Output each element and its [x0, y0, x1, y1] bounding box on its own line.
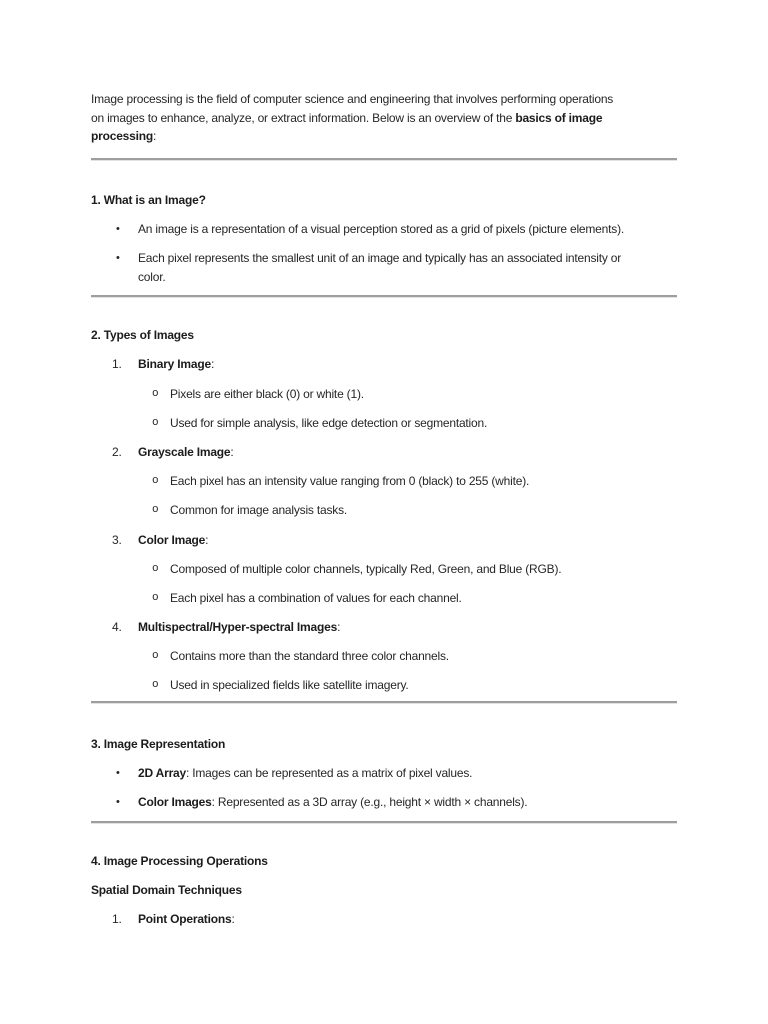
- intro-line-2: on images to enhance, analyze, or extract information. Below is an overview of the: [91, 110, 516, 125]
- sub-bullet-text: Each pixel has an intensity value ranging from 0 (black) to 255 (white).: [170, 474, 530, 488]
- item-colon: :: [230, 445, 234, 459]
- list-number: 2.: [112, 445, 122, 459]
- bullet-icon: •: [116, 767, 120, 779]
- bullet-text: [138, 251, 621, 284]
- item-term: Binary Image: [138, 357, 211, 371]
- bullet-text: [138, 766, 472, 780]
- sub-bullet-item: [91, 560, 677, 579]
- intro-bold-phrase-cont: processing: [91, 129, 154, 143]
- numbered-item-text: [138, 912, 235, 926]
- numbered-item: [91, 618, 677, 637]
- numbered-item-text: [138, 357, 214, 371]
- bullet-text: [138, 795, 527, 809]
- item-rest: : Images can be represented as a matrix of pixel values.: [185, 766, 473, 780]
- section-divider: [91, 295, 677, 298]
- bullet-icon: •: [116, 796, 120, 808]
- numbered-item-text: [138, 620, 340, 634]
- bullet-item: [91, 249, 677, 286]
- sub-bullet-item: [91, 385, 677, 404]
- bullet-text-line-2: color.: [138, 269, 166, 284]
- sub-bullet-item: [91, 589, 677, 608]
- section-divider: [91, 701, 677, 704]
- section2-heading: 2. Types of Images: [91, 328, 194, 342]
- numbered-item: [91, 910, 677, 929]
- sub-bullet-text: Pixels are either black (0) or white (1).: [170, 386, 364, 401]
- document-content: [91, 90, 677, 928]
- intro-line-3-tail: :: [153, 129, 157, 143]
- sub-bullet-text: Common for image analysis tasks.: [170, 503, 347, 517]
- bullet-icon: •: [116, 252, 120, 264]
- sub-bullet-item: [91, 501, 677, 520]
- item-colon: :: [205, 532, 209, 547]
- item-term: Point Operations: [138, 911, 232, 926]
- intro-bold-phrase: basics of image: [515, 110, 603, 125]
- item-colon: :: [337, 620, 341, 634]
- bullet-icon: •: [116, 223, 120, 235]
- section3-heading: 3. Image Representation: [91, 736, 226, 751]
- section4-heading: 4. Image Processing Operations: [91, 853, 268, 868]
- section-divider: [91, 158, 677, 161]
- section4-subheading: Spatial Domain Techniques: [91, 882, 242, 897]
- list-number: 3.: [112, 532, 122, 547]
- circle-bullet-icon: o: [152, 562, 159, 575]
- numbered-item: [91, 443, 677, 462]
- sub-bullet-text: Each pixel has a combination of values for each channel.: [170, 590, 462, 605]
- bullet-text-line-1: Each pixel represents the smallest unit of an image and typically has an associated intensity or: [138, 251, 622, 265]
- sub-bullet-item: [91, 676, 677, 695]
- list-number: 1.: [112, 911, 122, 926]
- list-number: 4.: [112, 620, 122, 634]
- sub-bullet-item: [91, 472, 677, 491]
- bullet-item: [91, 793, 677, 812]
- circle-bullet-icon: o: [152, 504, 159, 516]
- sub-bullet-text: Used in specialized fields like satellite imagery.: [170, 678, 409, 692]
- numbered-item-text: [138, 445, 234, 459]
- numbered-item-text: [138, 533, 208, 547]
- circle-bullet-icon: o: [152, 591, 159, 604]
- sub-bullet-text: Used for simple analysis, like edge detection or segmentation.: [170, 415, 488, 430]
- sub-bullet-text: Composed of multiple color channels, typically Red, Green, and Blue (RGB).: [170, 561, 562, 576]
- item-colon: :: [210, 357, 215, 371]
- circle-bullet-icon: o: [152, 679, 159, 691]
- item-term: Color Images: [138, 795, 212, 809]
- section-divider: [91, 821, 677, 824]
- sub-bullet-item: [91, 647, 677, 666]
- list-number: 1.: [112, 357, 122, 371]
- item-term: Grayscale Image: [138, 445, 231, 459]
- item-rest: : Represented as a 3D array (e.g., height × width × channels).: [211, 795, 528, 809]
- bullet-text: An image is a representation of a visual perception stored as a grid of pixels (picture elements).: [138, 222, 624, 236]
- item-term: 2D Array: [138, 766, 186, 780]
- section1-heading: 1. What is an Image?: [91, 192, 206, 207]
- bullet-item: [91, 764, 677, 783]
- sub-bullet-item: [91, 414, 677, 433]
- numbered-item: [91, 531, 677, 550]
- circle-bullet-icon: o: [152, 387, 159, 400]
- bullet-item: [91, 220, 677, 239]
- circle-bullet-icon: o: [152, 650, 159, 662]
- item-term: Color Image: [138, 532, 206, 547]
- intro-paragraph: [91, 90, 677, 146]
- circle-bullet-icon: o: [152, 475, 159, 487]
- circle-bullet-icon: o: [152, 416, 159, 429]
- item-term: Multispectral/Hyper-spectral Images: [138, 620, 338, 634]
- sub-bullet-text: Contains more than the standard three color channels.: [170, 649, 449, 663]
- intro-line-1: Image processing is the field of computer science and engineering that involves performing operations: [91, 92, 614, 106]
- numbered-item: [91, 355, 677, 374]
- item-colon: :: [231, 911, 235, 926]
